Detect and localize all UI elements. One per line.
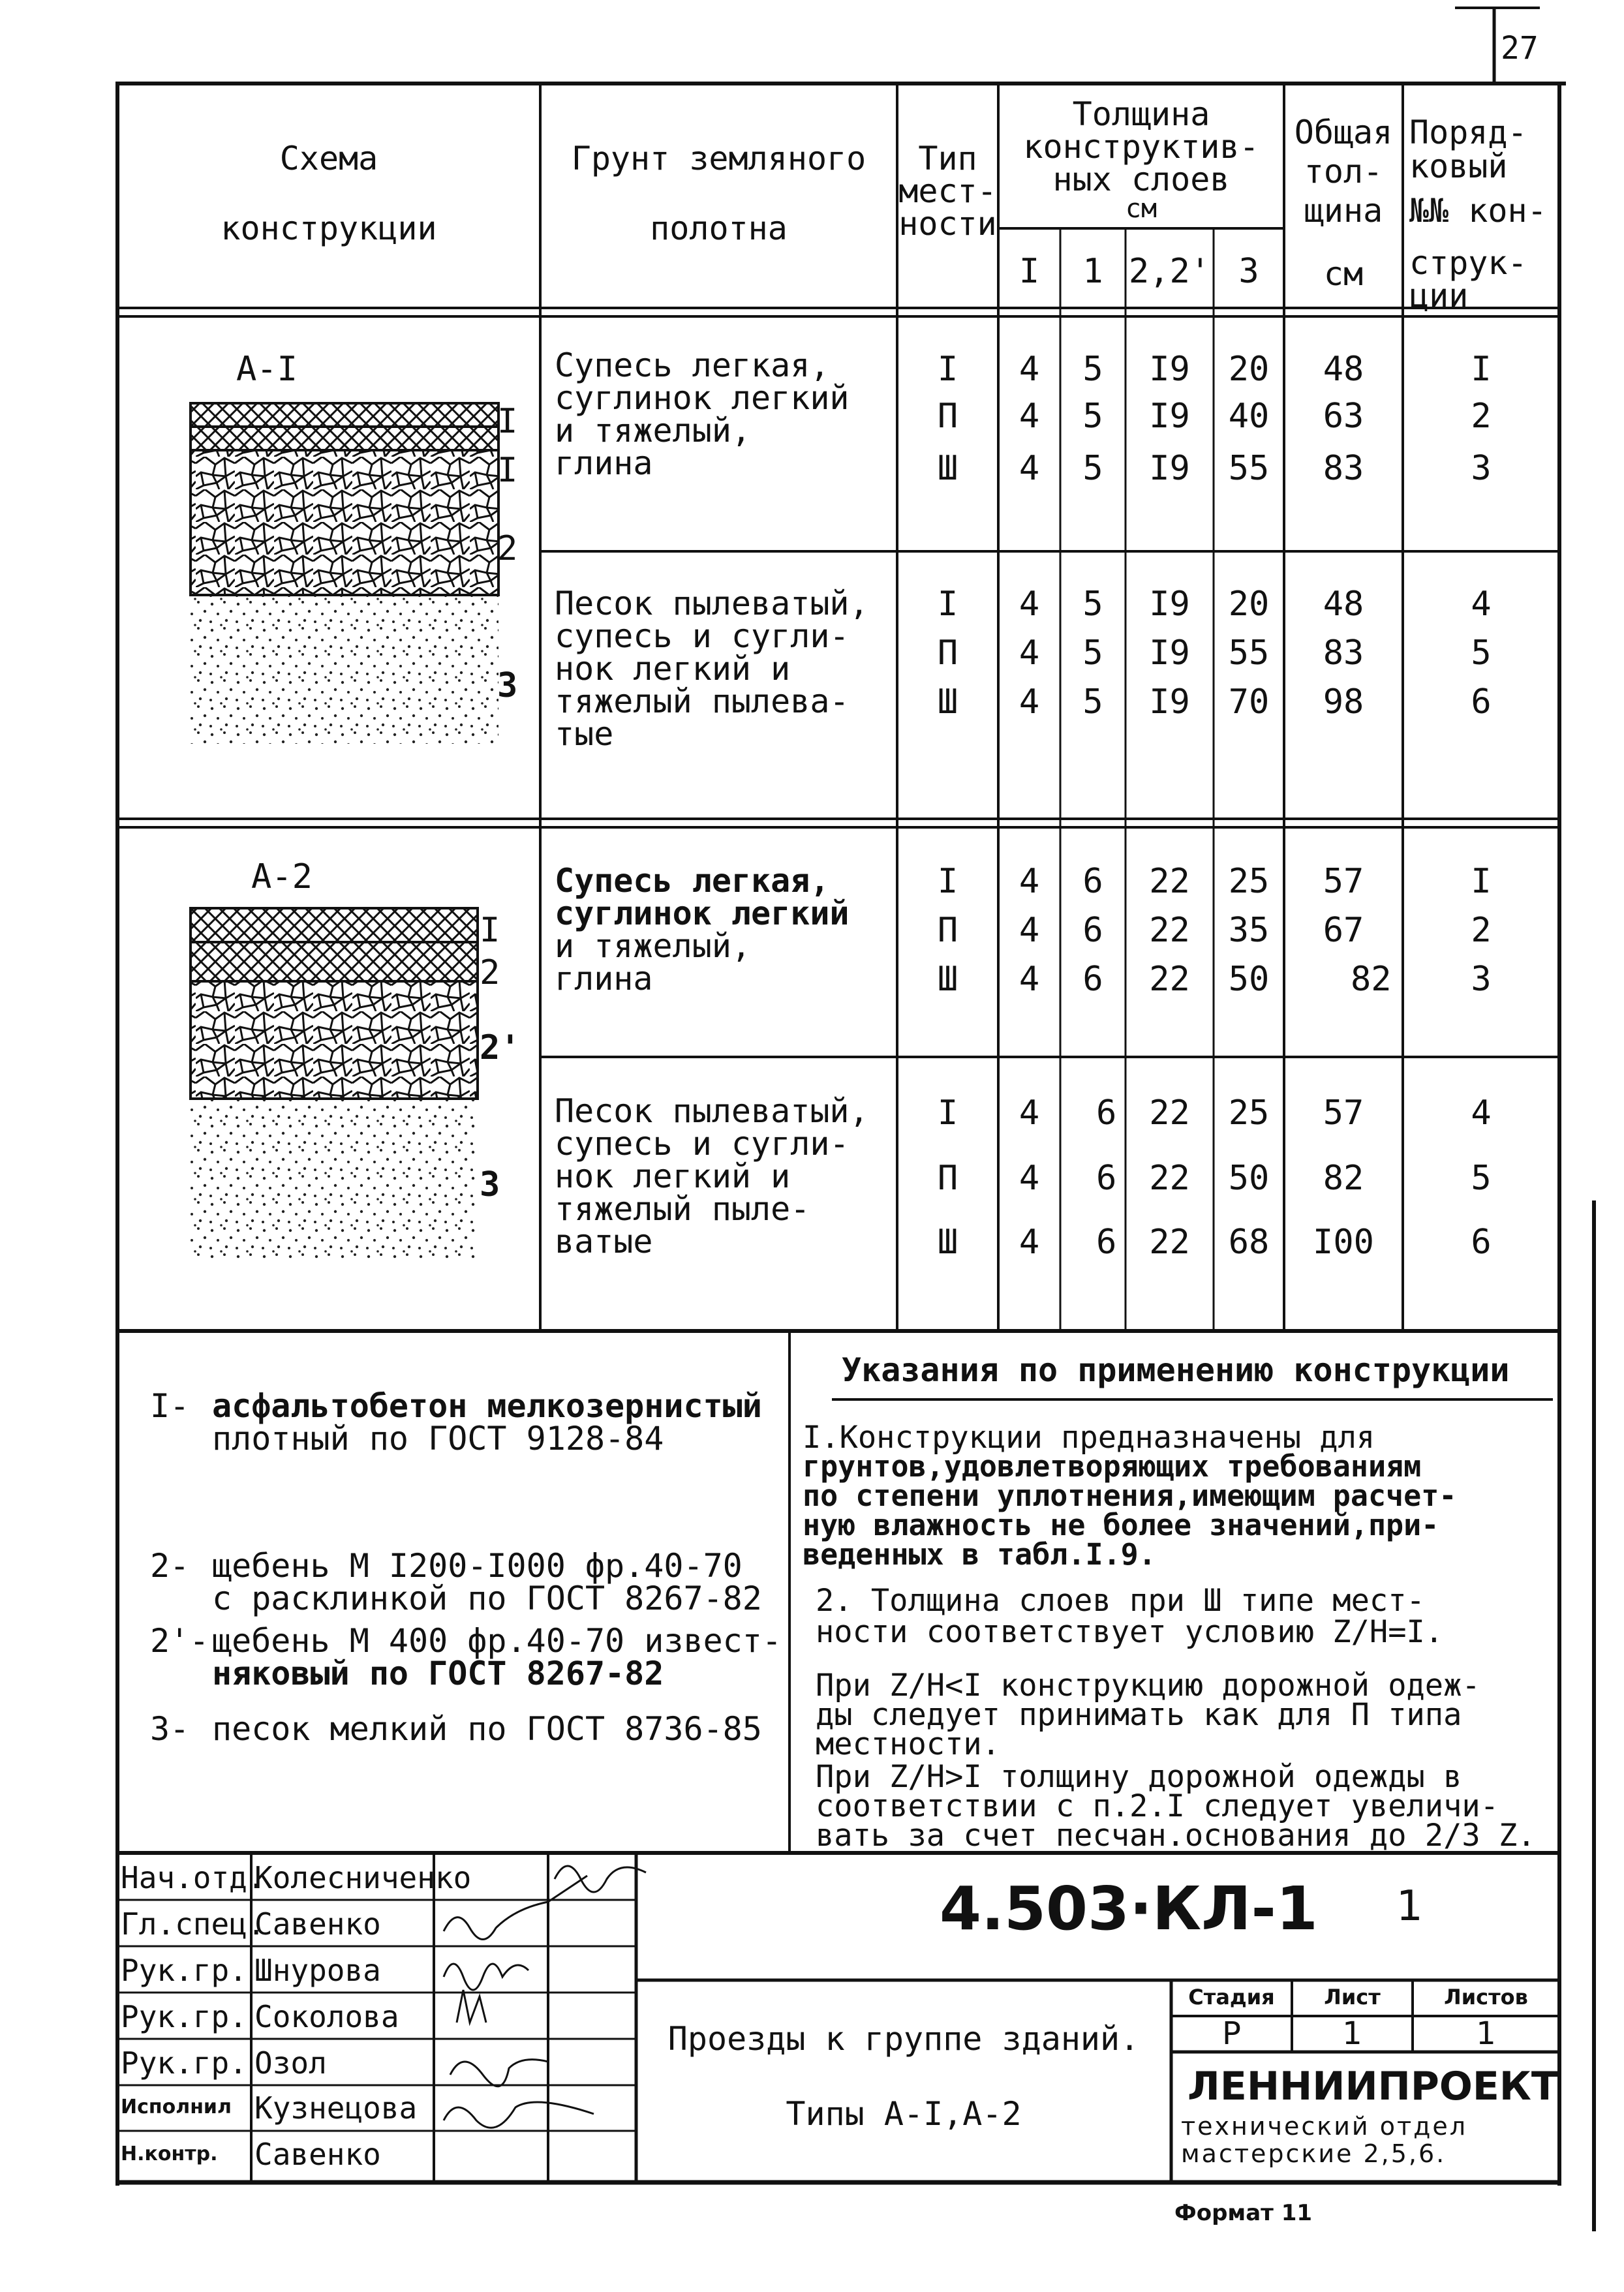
instructions-line: ды следует принимать как для П типа: [816, 1697, 1462, 1733]
cell-layer-2: 6: [1082, 862, 1103, 901]
signer-role: Рук.гр.: [121, 1953, 247, 1988]
header-thickness-1: Толщина: [1072, 95, 1210, 133]
header-layer-col-3: 2,2': [1128, 252, 1211, 291]
scheme-layer-label: I: [480, 911, 500, 950]
cell-total: 57: [1323, 1093, 1364, 1133]
instructions-line: грунтов,удовлетворяющих требованиям: [803, 1449, 1422, 1484]
soil-line: тые: [555, 715, 614, 753]
cell-layer-4: 50: [1228, 960, 1270, 999]
cell-layer-2: 5: [1082, 449, 1103, 488]
sheet-label: Лист: [1324, 1985, 1381, 2009]
header-order-1: Поряд-: [1409, 114, 1527, 151]
cell-number: 3: [1471, 960, 1492, 999]
document-code: 4.503·КЛ-1: [940, 1874, 1318, 1944]
drawing-subtitle: Типы А-I,А-2: [786, 2095, 1022, 2133]
legend-mark: I-: [150, 1387, 190, 1425]
soil-line: суглинок легкий: [555, 379, 850, 417]
cell-type: Ш: [937, 1223, 958, 1262]
cell-type: Ш: [937, 960, 958, 999]
scheme-layer-label: I: [497, 451, 518, 490]
instructions-line: соответствии с п.2.I следует увеличи-: [816, 1788, 1499, 1824]
cell-layer-1: 4: [1019, 960, 1040, 999]
cell-number: 4: [1471, 1093, 1492, 1133]
cell-layer-2: 6: [1096, 1093, 1117, 1133]
cell-layer-2: 6: [1096, 1159, 1117, 1198]
header-terrain-3: ности: [898, 205, 997, 243]
cell-layer-3: 22: [1149, 960, 1190, 999]
cell-number: 4: [1471, 585, 1492, 624]
cell-type: П: [937, 634, 958, 673]
cell-number: 3: [1471, 449, 1492, 488]
instructions-line: При Z/H>I толщину дорожной одежды в: [816, 1759, 1462, 1795]
organisation-name: ЛЕННИИПРОЕКТ: [1187, 2064, 1558, 2109]
cell-number: 5: [1471, 634, 1492, 673]
cell-total: 57: [1323, 862, 1364, 901]
cell-total: 67: [1323, 911, 1364, 950]
cell-total: 82: [1351, 960, 1392, 999]
header-order-5: ции: [1409, 277, 1469, 314]
cell-layer-1: 4: [1019, 397, 1040, 436]
document-sheet-number: 1: [1396, 1882, 1423, 1931]
cell-layer-4: 70: [1228, 682, 1270, 722]
legend-mark: 2'-: [150, 1622, 209, 1660]
header-layer-col-2: 1: [1082, 252, 1103, 291]
instructions-line: При Z/H<I конструкцию дорожной одеж-: [816, 1668, 1480, 1704]
instructions-line: по степени уплотнения,имеющим расчет-: [803, 1478, 1457, 1513]
cell-layer-3: I9: [1149, 449, 1190, 488]
cell-layer-3: I9: [1149, 397, 1190, 436]
signer-role: Рук.гр.: [121, 2045, 247, 2081]
sheets-label: Листов: [1444, 1985, 1528, 2009]
signer-name: Кузнецова: [254, 2090, 418, 2126]
cell-layer-2: 6: [1082, 911, 1103, 950]
cell-number: I: [1471, 350, 1492, 389]
cell-layer-4: 25: [1228, 1093, 1270, 1133]
cell-total: 82: [1323, 1159, 1364, 1198]
header-order-3: №№ кон-: [1409, 192, 1547, 230]
cell-layer-4: 50: [1228, 1159, 1270, 1198]
cell-total: 48: [1323, 350, 1364, 389]
header-order-2: ковый: [1409, 147, 1508, 185]
cell-layer-4: 25: [1228, 862, 1270, 901]
instructions-line: ности соответствует условию Z/H=I.: [816, 1614, 1444, 1650]
instructions-line: веденных в табл.I.9.: [803, 1537, 1156, 1572]
signer-role: Гл.спец.: [121, 1906, 266, 1942]
organisation-line: мастерские 2,5,6.: [1181, 2139, 1447, 2168]
soil-line: нок легкий и: [555, 1157, 791, 1195]
signer-name: Колесниченко: [254, 1860, 472, 1895]
legend-line: щебень М 400 фр.40-70 извест-: [212, 1622, 782, 1660]
signer-name: Озол: [254, 2045, 327, 2081]
cell-layer-3: I9: [1149, 350, 1190, 389]
legend-line: с расклинкой по ГОСТ 8267-82: [212, 1580, 762, 1617]
scheme-layer-label: 2: [480, 953, 500, 992]
cell-type: I: [937, 862, 958, 901]
soil-line: супесь и сугли-: [555, 617, 850, 655]
cell-layer-1: 4: [1019, 1093, 1040, 1133]
cell-layer-3: 22: [1149, 1093, 1190, 1133]
cell-type: Ш: [937, 682, 958, 722]
scheme-layer-label: 3: [497, 666, 518, 705]
stage-label: Стадия: [1188, 1985, 1275, 2009]
cell-layer-1: 4: [1019, 682, 1040, 722]
cell-total: 83: [1323, 634, 1364, 673]
cell-layer-1: 4: [1019, 1223, 1040, 1262]
header-thickness-2: конструктив-: [1023, 128, 1259, 166]
soil-line: нок легкий и: [555, 650, 791, 688]
header-thickness-3: ных слоев: [1052, 160, 1230, 198]
scheme-layer-label: 3: [480, 1165, 500, 1204]
cell-layer-2: 5: [1082, 585, 1103, 624]
cell-layer-3: 22: [1149, 1159, 1190, 1198]
soil-line: тяжелый пылева-: [555, 682, 850, 720]
cell-number: 5: [1471, 1159, 1492, 1198]
cell-layer-1: 4: [1019, 449, 1040, 488]
header-soil-2: полотна: [650, 209, 788, 247]
cell-layer-1: 4: [1019, 1159, 1040, 1198]
cell-layer-3: I9: [1149, 634, 1190, 673]
legend-mark: 3-: [150, 1710, 190, 1748]
header-terrain-1: Тип: [918, 140, 977, 177]
header-terrain-2: мест-: [898, 172, 997, 210]
cell-layer-2: 5: [1082, 634, 1103, 673]
header-order-4: струк-: [1409, 244, 1527, 282]
cell-layer-4: 55: [1228, 634, 1270, 673]
format-label: Формат 11: [1174, 2200, 1313, 2226]
soil-line: ватые: [555, 1223, 653, 1261]
cell-layer-4: 20: [1228, 585, 1270, 624]
cell-type: П: [937, 397, 958, 436]
cell-number: 6: [1471, 1223, 1492, 1262]
legend-line: щебень М I200-I000 фр.40-70: [212, 1547, 743, 1585]
cell-type: I: [937, 350, 958, 389]
cell-total: 63: [1323, 397, 1364, 436]
section-name: А-2: [251, 857, 313, 896]
cell-layer-1: 4: [1019, 350, 1040, 389]
cell-layer-3: 22: [1149, 862, 1190, 901]
legend-line: песок мелкий по ГОСТ 8736-85: [212, 1710, 762, 1748]
cell-total: 98: [1323, 682, 1364, 722]
header-thickness-unit: см: [1125, 194, 1157, 224]
signer-name: Соколова: [254, 1999, 399, 2034]
cell-type: П: [937, 911, 958, 950]
signatures: [444, 1866, 646, 2128]
page-number: 27: [1501, 30, 1539, 67]
cell-layer-1: 4: [1019, 585, 1040, 624]
soil-line: Супесь легкая,: [555, 862, 830, 900]
cell-layer-1: 4: [1019, 634, 1040, 673]
signer-role: Исполнил: [121, 2096, 232, 2118]
cell-layer-3: I9: [1149, 682, 1190, 722]
scheme-layer-label: 2': [480, 1028, 521, 1067]
cell-layer-4: 20: [1228, 350, 1270, 389]
cell-layer-2: 5: [1082, 397, 1103, 436]
cell-layer-4: 68: [1228, 1223, 1270, 1262]
legend-mark: 2-: [150, 1547, 190, 1585]
scheme-layer-label: I: [497, 402, 518, 441]
section-name: А-I: [236, 350, 298, 389]
signer-name: Савенко: [254, 2137, 381, 2172]
signer-role: Н.контр.: [121, 2143, 218, 2165]
soil-line: глина: [555, 444, 653, 482]
drawing-title: Проезды к группе зданий.: [667, 2020, 1140, 2058]
cell-layer-4: 40: [1228, 397, 1270, 436]
instructions-line: I.Конструкции предназначены для: [803, 1420, 1375, 1456]
cell-layer-2: 5: [1082, 682, 1103, 722]
soil-line: Песок пылеватый,: [555, 1092, 869, 1130]
stage-value: Р: [1222, 2015, 1241, 2052]
cell-number: 6: [1471, 682, 1492, 722]
header-scheme-2: конструкции: [221, 209, 437, 247]
cell-layer-3: I9: [1149, 585, 1190, 624]
cell-layer-3: 22: [1149, 1223, 1190, 1262]
legend-line: плотный по ГОСТ 9128-84: [212, 1420, 664, 1458]
instructions-title: Указания по применению конструкции: [842, 1351, 1510, 1389]
signer-role: Нач.отд.: [121, 1860, 266, 1895]
cell-number: I: [1471, 862, 1492, 901]
instructions-line: 2. Толщина слоев при Ш типе мест-: [816, 1583, 1425, 1619]
instructions-line: вать за счет песчан.основания до 2/3 Z.: [816, 1818, 1536, 1854]
soil-line: супесь и сугли-: [555, 1125, 850, 1163]
cell-type: I: [937, 1093, 958, 1133]
header-total-1: Общая: [1294, 114, 1393, 151]
instructions-line: ную влажность не более значений,при-: [803, 1508, 1439, 1542]
header-scheme-1: Схема: [279, 140, 378, 177]
soil-line: тяжелый пыле-: [555, 1190, 810, 1228]
cell-type: Ш: [937, 449, 958, 488]
cell-type: П: [937, 1159, 958, 1198]
soil-line: и тяжелый,: [555, 927, 752, 965]
header-total-2: тол-: [1304, 153, 1383, 191]
legend-line: няковый по ГОСТ 8267-82: [212, 1655, 664, 1692]
cell-layer-1: 4: [1019, 862, 1040, 901]
cell-type: I: [937, 585, 958, 624]
cell-total: I00: [1313, 1223, 1374, 1262]
cell-layer-1: 4: [1019, 911, 1040, 950]
signer-role: Рук.гр.: [121, 1999, 247, 2034]
header-total-3: щина: [1304, 192, 1383, 230]
soil-line: глина: [555, 960, 653, 998]
header-layer-col-1: I: [1019, 252, 1040, 291]
sheet-value: 1: [1342, 2015, 1362, 2052]
header-soil-1: Грунт земляного: [571, 140, 866, 177]
cell-layer-2: 6: [1096, 1223, 1117, 1262]
header-total-unit: см: [1323, 255, 1364, 293]
soil-line: и тяжелый,: [555, 412, 752, 450]
cell-layer-2: 5: [1082, 350, 1103, 389]
cell-layer-4: 35: [1228, 911, 1270, 950]
cell-number: 2: [1471, 911, 1492, 950]
header-layer-col-4: 3: [1238, 252, 1259, 291]
signer-name: Савенко: [254, 1906, 381, 1942]
organisation-line: технический отдел: [1181, 2112, 1468, 2141]
cell-layer-2: 6: [1082, 960, 1103, 999]
cell-number: 2: [1471, 397, 1492, 436]
cell-layer-3: 22: [1149, 911, 1190, 950]
cell-total: 83: [1323, 449, 1364, 488]
cell-layer-4: 55: [1228, 449, 1270, 488]
sheets-value: 1: [1476, 2015, 1496, 2052]
soil-line: Песок пылеватый,: [555, 585, 869, 622]
signer-name: Шнурова: [254, 1953, 381, 1988]
scheme-layer-label: 2: [497, 529, 518, 568]
cell-total: 48: [1323, 585, 1364, 624]
instructions-line: местности.: [816, 1726, 1000, 1762]
legend-line: асфальтобетон мелкозернистый: [212, 1387, 762, 1425]
soil-line: суглинок легкий: [555, 894, 850, 932]
soil-line: Супесь легкая,: [555, 346, 830, 384]
